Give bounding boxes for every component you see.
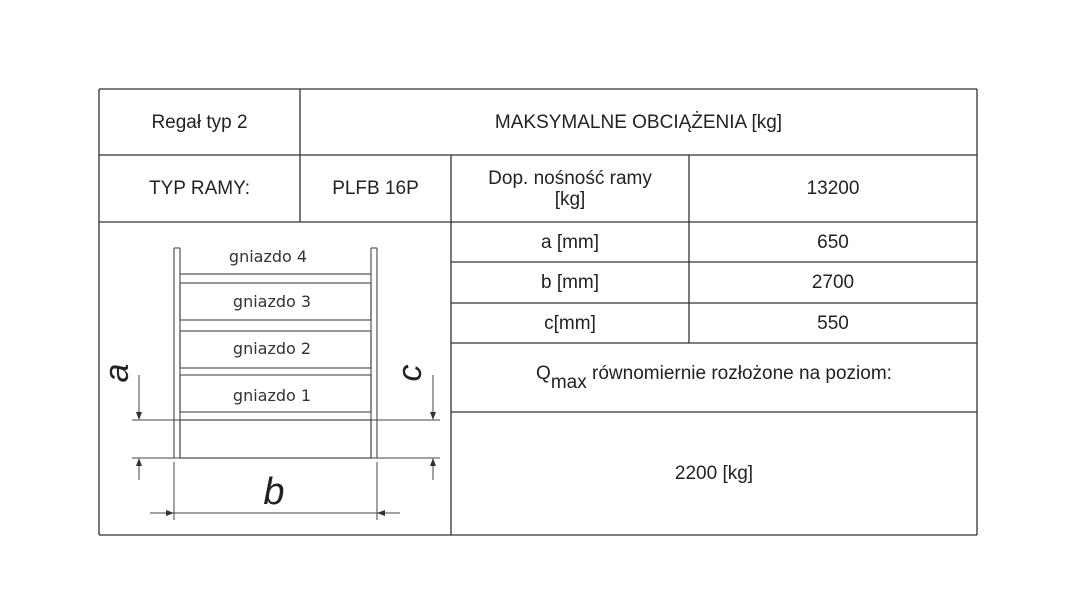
dim-letter-c: c — [391, 364, 429, 382]
qmax-value: 2200 [kg] — [674, 463, 754, 484]
dim-c-label: c[mm] — [544, 312, 596, 334]
dim-a-label: a [mm] — [540, 231, 600, 253]
dim-letter-a: a — [98, 363, 136, 383]
dim-a-value: 650 — [817, 231, 849, 253]
slot-label-4: gniazdo 4 — [228, 247, 308, 266]
dim-b-value: 2700 — [811, 272, 855, 293]
slot-label-1: gniazdo 1 — [232, 386, 312, 405]
rack-type-cell: Regał typ 2 — [151, 111, 248, 133]
frame-type-value: PLFB 16P — [332, 178, 419, 199]
slot-label-2: gniazdo 2 — [232, 339, 312, 358]
dimension-arrows — [136, 412, 436, 516]
slot-label-3: gniazdo 3 — [232, 292, 312, 311]
frame-type-label: TYP RAMY: — [148, 178, 250, 199]
frame-capacity-value: 13200 — [806, 178, 860, 199]
max-loads-header: MAKSYMALNE OBCIĄŻENIA [kg] — [494, 111, 783, 133]
qmax-symbol: Q — [536, 362, 551, 384]
qmax-text: równomiernie rozłożone na poziom: — [592, 362, 892, 384]
frame-capacity-label: Dop. nośność ramy [kg] — [488, 167, 652, 210]
dim-letter-b: b — [263, 471, 285, 513]
dim-b-label: b [mm] — [540, 272, 600, 293]
qmax-subscript: max — [550, 371, 587, 393]
dim-c-value: 550 — [817, 312, 849, 334]
